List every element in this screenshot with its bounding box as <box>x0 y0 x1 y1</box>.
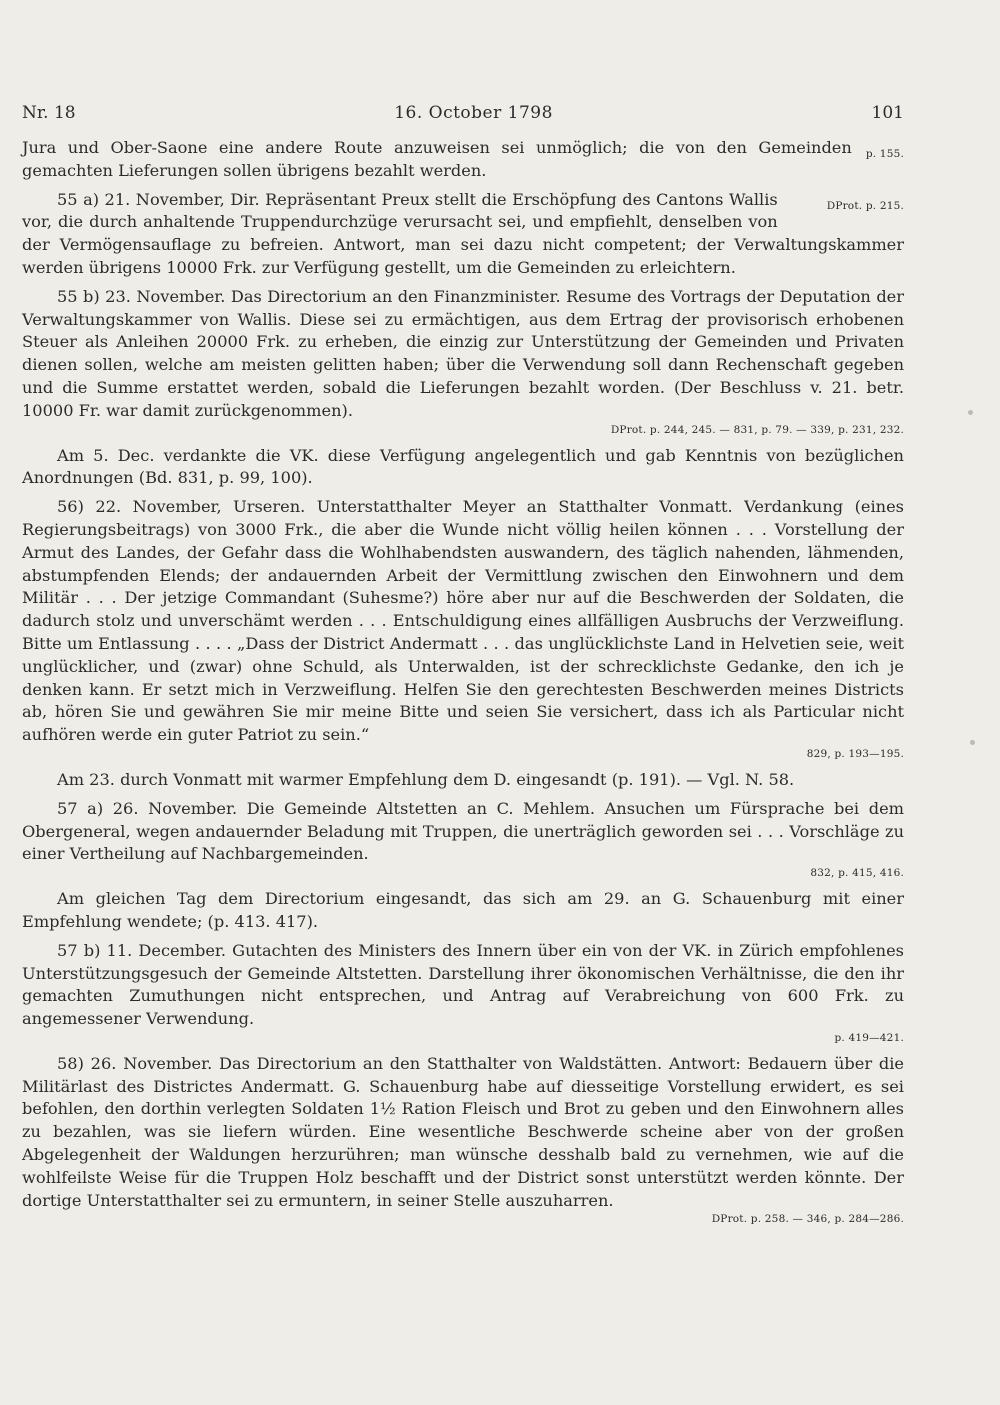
paragraph-dec-5-note <box>22 445 904 491</box>
paragraph-text: 55 a) 21. November, Dir. Repräsentant Preux stellt die Erschöpfung des Cantons Wallis vor, die durch anhaltende Truppendurchzüge verursacht sei, und empfiehlt, denselben von der Vermögensauflage zu befreien. Antwort, man sei dazu nicht competent; der Verwaltungskammer werden übrigens 10000 Frk. zur Verfügung gestellt, um die Gemeinden zu erleichtern. <box>22 189 904 277</box>
source-reference: DProt. p. 215. <box>826 199 904 212</box>
source-reference: 832, p. 415, 416. <box>810 867 904 880</box>
paragraph-text: 55 b) 23. November. Das Directorium an den Finanzminister. Resume des Vortrags der Deputation der Verwaltungskammer von Wallis. Diese sei zu ermächtigen, aus dem Ertrag der provisorisch erhobenen Steuer als Anleihen 20000 Frk. zu erheben, die einzig zur Unterstützung der Gemeinden und Privaten dienen sollen, welche am meisten gelitten haben; über die Verwendung soll dann Rechenschaft gegeben und die Summe erstattet werden, sobald die Lieferungen bezahlt worden. (Der Beschluss v. 21. betr. 10000 Fr. war damit zurückgenommen). <box>22 286 904 420</box>
document-number: Nr. 18 <box>22 103 76 123</box>
paragraph-55b <box>22 286 904 439</box>
paragraph-57b <box>22 940 904 1047</box>
paragraph-55a <box>22 189 904 280</box>
source-reference: DProt. p. 258. — 346, p. 284—286. <box>711 1213 904 1226</box>
document-date: 16. October 1798 <box>394 103 553 123</box>
paragraph-text: 58) 26. November. Das Directorium an den Statthalter von Waldstätten. Antwort: Bedauern über die Militärlast des Districtes Andermatt. G. Schauenburg habe auf diesseitige Vorstellung erwidert, es sei befohlen, den dorthin verlegten Soldaten 1½ Ration Fleisch und Brot zu geben und den Einwohnern alles zu bezahlen, was sie liefern würden. Eine wesentliche Beschwerde scheine aber von der großen Abgelegenheit der Waldungen herzurühren; man wünsche desshalb bald zu vernehmen, wie auf die wohlfeilste Weise für die Truppen Holz beschafft und der District sonst unterstützt werden könnte. Der dortige Unterstatthalter sei zu ermuntern, in seiner Stelle auszuharren. <box>22 1053 904 1210</box>
paragraph-58 <box>22 1053 904 1229</box>
paragraph-text: Am 23. durch Vonmatt mit warmer Empfehlung dem D. eingesandt (p. 191). — Vgl. N. 58. <box>57 769 795 789</box>
paragraph-text: Am gleichen Tag dem Directorium eingesandt, das sich am 29. an G. Schauenburg mit einer Empfehlung wendete; (p. 413. 417). <box>22 889 904 931</box>
paragraph-nov-23-note <box>22 769 904 792</box>
paragraph-text: 57 a) 26. November. Die Gemeinde Altstetten an C. Mehlem. Ansuchen um Fürsprache bei dem Obergeneral, wegen andauernder Beladung mit Truppen, die unerträglich geworden sei . . . Vorschläge zu einer Vertheilung auf Nachbargemeinden. <box>22 798 904 864</box>
paragraph-text: Jura und Ober-Saone eine andere Route anzuweisen sei unmöglich; die von den Gemeinden gemachten Lieferungen sollen übrigens bezahlt werden. <box>22 138 852 180</box>
scan-speck <box>970 740 975 745</box>
paragraph-text: 56) 22. November, Urseren. Unterstatthalter Meyer an Statthalter Vonmatt. Verdankung (eines Regierungsbeitrags) von 3000 Frk., die aber die Wunde nicht völlig heilen können . . . Vorstellung der Armut des Landes, der Gefahr dass die Wohlhabendsten auswandern, des täglich nahenden, lähmenden, abstumpfenden Elends; der andauernden Arbeit der Vermittlung zwischen den Einwohnern und dem Militär . . . Der jetzige Commandant (Suhesme?) höre aber nur auf die Beschwerden der Soldaten, die dadurch stolz und unverschämt werden . . . Entschuldigung eines allfälligen Ausbruchs der Verzweiflung. Bitte um Entlassung . . . . „Dass der District Andermatt . . . das unglücklichste Land in Helvetien seie, weit unglücklicher, und (zwar) ohne Schuld, als Unterwalden, ist der schrecklichste Gedanke, den ich je denken kann. Er setzt mich in Verzweiflung. Helfen Sie den gerechtesten Beschwerden meines Districts ab, hören Sie und gewähren Sie mir meine Bitte und seien Sie versichert, dass ich als Particular nicht aufhören werde ein guter Patriot zu sein.“ <box>22 497 904 745</box>
source-reference: p. 155. <box>865 148 904 160</box>
page-number: 101 <box>871 103 904 123</box>
page-header <box>22 103 904 123</box>
source-reference: p. 419—421. <box>834 1031 904 1044</box>
source-reference: DProt. p. 244, 245. — 831, p. 79. — 339, p. 231, 232. <box>610 423 904 436</box>
paragraph-text: 57 b) 11. December. Gutachten des Ministers des Innern über ein von der VK. in Zürich empfohlenes Unterstützungsgesuch der Gemeinde Altstetten. Darstellung ihrer ökonomischen Verhältnisse, die den ihr gemachten Zumuthungen nicht entsprechen, und Antrag auf Verabreichung von 600 Frk. zu angemessener Verwendung. <box>22 940 904 1029</box>
paragraph-text: Am 5. Dec. verdankte die VK. diese Verfügung angelegentlich und gab Kenntnis von bezüglichen Anordnungen (Bd. 831, p. 99, 100). <box>22 445 904 488</box>
paragraph-jura-route <box>22 137 904 183</box>
scan-speck <box>968 410 973 415</box>
paragraph-56 <box>22 496 904 763</box>
paragraph-57a <box>22 798 904 882</box>
source-reference: 829, p. 193—195. <box>806 747 904 760</box>
paragraph-same-day-note <box>22 888 904 934</box>
